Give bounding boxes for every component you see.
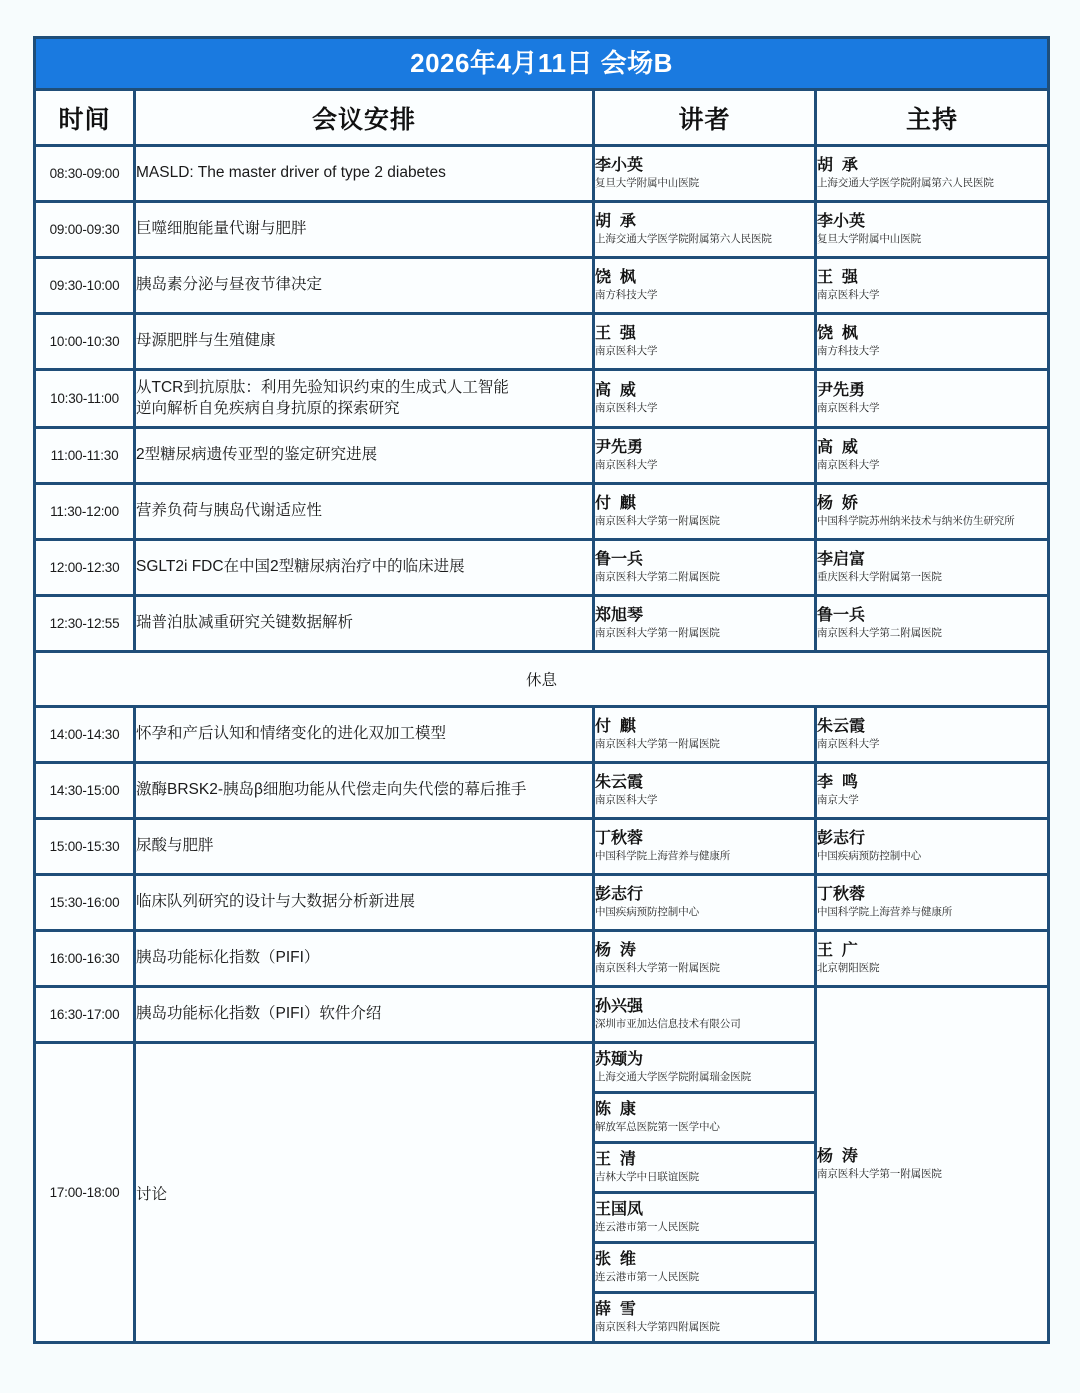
speaker-name: 鲁一兵 — [595, 551, 644, 569]
speaker-name: 朱云霞 — [595, 774, 644, 792]
session-cell — [135, 540, 594, 596]
host-name: 胡 承 — [817, 157, 858, 175]
session-title: 瑞普泊肽减重研究关键数据解析 — [136, 614, 354, 632]
speaker-name: 彭志行 — [595, 886, 644, 904]
host-org: 上海交通大学医学院附属第六人民医院 — [817, 176, 994, 189]
speaker-org: 南京医科大学 — [595, 344, 658, 357]
host-name: 丁秋蓉 — [817, 886, 866, 904]
speaker-name: 苏颋为 — [595, 1051, 644, 1069]
session-cell — [135, 596, 594, 652]
table-row — [35, 202, 1049, 258]
session-cell — [135, 707, 594, 763]
person-cell — [594, 370, 816, 428]
table-row — [35, 314, 1049, 370]
time-cell: 17:00-18:00 — [35, 1043, 135, 1343]
person-cell — [594, 146, 816, 202]
speaker-org: 南方科技大学 — [595, 288, 658, 301]
session-cell — [135, 258, 594, 314]
speaker-name: 胡 承 — [595, 213, 636, 231]
break-row — [35, 652, 1049, 707]
host-org: 南京大学 — [817, 793, 859, 806]
person-cell — [816, 484, 1049, 540]
host-org: 中国科学院上海营养与健康所 — [817, 905, 953, 918]
time-cell: 15:30-16:00 — [35, 875, 135, 931]
host-name: 饶 枫 — [817, 325, 858, 343]
time-cell: 11:30-12:00 — [35, 484, 135, 540]
table-row — [35, 596, 1049, 652]
table-row — [35, 707, 1049, 763]
time-cell: 11:00-11:30 — [35, 428, 135, 484]
session-title: 母源肥胖与生殖健康 — [136, 332, 276, 350]
host-name: 尹先勇 — [817, 382, 866, 400]
time-cell: 09:00-09:30 — [35, 202, 135, 258]
person-cell — [816, 931, 1049, 987]
session-title-line2: 逆向解析自免疾病自身抗原的探索研究 — [136, 399, 400, 417]
time-cell: 14:30-15:00 — [35, 763, 135, 819]
person-cell — [816, 819, 1049, 875]
break-label: 休息 — [526, 672, 558, 689]
session-cell — [135, 314, 594, 370]
table-row — [35, 370, 1049, 428]
person-cell — [594, 484, 816, 540]
speaker-name: 李小英 — [595, 157, 644, 175]
banner-title: 2026年4月11日 会场B — [410, 48, 673, 78]
speaker-org: 上海交通大学医学院附属第六人民医院 — [595, 232, 772, 245]
host-org: 南京医科大学 — [817, 458, 880, 471]
session-cell — [135, 819, 594, 875]
session-title: 临床队列研究的设计与大数据分析新进展 — [136, 893, 416, 911]
person-cell — [816, 875, 1049, 931]
session-title: 讨论 — [136, 1185, 168, 1203]
person-cell — [816, 540, 1049, 596]
speaker-name: 陈 康 — [595, 1101, 636, 1119]
speaker-org: 连云港市第一人民医院 — [595, 1220, 699, 1233]
column-header-session — [135, 90, 594, 146]
speaker-org: 南京医科大学 — [595, 793, 658, 806]
column-header-time-label: 时间 — [58, 105, 111, 134]
speaker-org: 上海交通大学医学院附属瑞金医院 — [595, 1070, 751, 1083]
session-cell — [135, 1043, 594, 1343]
host-org: 南京医科大学第二附属医院 — [817, 626, 942, 639]
speaker-name: 孙兴强 — [595, 998, 644, 1016]
host-org: 南京医科大学 — [817, 288, 880, 301]
speaker-org: 连云港市第一人民医院 — [595, 1270, 699, 1283]
session-cell — [135, 202, 594, 258]
session-title: 怀孕和产后认知和情绪变化的进化双加工模型 — [136, 725, 447, 743]
person-cell — [594, 1243, 816, 1293]
speaker-org: 深圳市亚加达信息技术有限公司 — [595, 1017, 741, 1030]
host-name: 鲁一兵 — [817, 607, 866, 625]
person-cell — [594, 1193, 816, 1243]
session-cell — [135, 484, 594, 540]
table-row — [35, 428, 1049, 484]
person-cell — [816, 428, 1049, 484]
speaker-name: 丁秋蓉 — [595, 830, 644, 848]
column-header-speaker-label: 讲者 — [678, 105, 731, 134]
person-cell — [816, 987, 1049, 1343]
speaker-org: 南京医科大学第四附属医院 — [595, 1320, 720, 1333]
agenda-root — [33, 36, 1047, 1344]
person-cell — [594, 763, 816, 819]
session-cell — [135, 146, 594, 202]
person-cell — [594, 314, 816, 370]
time-cell: 12:30-12:55 — [35, 596, 135, 652]
session-cell — [135, 875, 594, 931]
host-org: 重庆医科大学附属第一医院 — [817, 570, 942, 583]
speaker-org: 南京医科大学 — [595, 458, 658, 471]
table-row — [35, 258, 1049, 314]
host-org: 南京医科大学第一附属医院 — [817, 1167, 942, 1180]
person-cell — [816, 202, 1049, 258]
person-cell — [816, 707, 1049, 763]
session-title: MASLD: The master driver of type 2 diabetes — [136, 164, 446, 182]
session-title: 胰岛功能标化指数（PIFI） — [136, 949, 320, 967]
host-org: 中国科学院苏州纳米技术与纳米仿生研究所 — [817, 514, 1015, 527]
person-cell — [594, 875, 816, 931]
person-cell — [594, 540, 816, 596]
speaker-name: 杨 涛 — [595, 942, 636, 960]
session-title: 巨噬细胞能量代谢与肥胖 — [136, 220, 307, 238]
table-row — [35, 819, 1049, 875]
time-cell: 14:00-14:30 — [35, 707, 135, 763]
person-cell — [594, 819, 816, 875]
host-org: 南方科技大学 — [817, 344, 880, 357]
speaker-org: 南京医科大学第一附属医院 — [595, 737, 720, 750]
person-cell — [594, 1143, 816, 1193]
speaker-name: 王 强 — [595, 325, 636, 343]
person-cell — [594, 987, 816, 1043]
session-title: 激酶BRSK2-胰岛β细胞功能从代偿走向失代偿的幕后推手 — [136, 781, 527, 799]
table-row — [35, 987, 1049, 1043]
table-row — [35, 875, 1049, 931]
person-cell — [594, 1093, 816, 1143]
session-title: 胰岛素分泌与昼夜节律决定 — [136, 276, 323, 294]
person-cell — [816, 258, 1049, 314]
speaker-name: 张 维 — [595, 1251, 636, 1269]
banner-cell — [35, 38, 1049, 90]
column-header-session-label: 会议安排 — [311, 105, 416, 134]
speaker-org: 中国科学院上海营养与健康所 — [595, 849, 731, 862]
speaker-name: 饶 枫 — [595, 269, 636, 287]
time-cell: 10:00-10:30 — [35, 314, 135, 370]
table-row — [35, 931, 1049, 987]
person-cell — [594, 428, 816, 484]
host-name: 王 广 — [817, 942, 858, 960]
speaker-name: 付 麒 — [595, 718, 636, 736]
speaker-org: 南京医科大学第一附属医院 — [595, 961, 720, 974]
speaker-org: 复旦大学附属中山医院 — [595, 176, 699, 189]
time-cell: 12:00-12:30 — [35, 540, 135, 596]
banner-row — [35, 38, 1049, 90]
time-cell: 08:30-09:00 — [35, 146, 135, 202]
person-cell — [594, 931, 816, 987]
table-row — [35, 484, 1049, 540]
session-title: SGLT2i FDC在中国2型糖尿病治疗中的临床进展 — [136, 558, 465, 576]
host-name: 王 强 — [817, 269, 858, 287]
session-title: 从TCR到抗原肽：利用先验知识约束的生成式人工智能 — [136, 378, 509, 396]
time-cell: 09:30-10:00 — [35, 258, 135, 314]
person-cell — [816, 370, 1049, 428]
session-cell — [135, 428, 594, 484]
session-title: 胰岛功能标化指数（PIFI）软件介绍 — [136, 1005, 382, 1023]
column-header-host-label: 主持 — [906, 105, 959, 134]
speaker-org: 中国疾病预防控制中心 — [595, 905, 699, 918]
person-cell — [594, 202, 816, 258]
time-cell: 16:30-17:00 — [35, 987, 135, 1043]
host-name: 李小英 — [817, 213, 866, 231]
speaker-org: 南京医科大学第一附属医院 — [595, 514, 720, 527]
session-cell — [135, 931, 594, 987]
host-name: 朱云霞 — [817, 718, 866, 736]
person-cell — [594, 1293, 816, 1343]
time-cell: 10:30-11:00 — [35, 370, 135, 428]
host-name: 彭志行 — [817, 830, 866, 848]
column-header-row — [35, 90, 1049, 146]
host-name: 李 鸣 — [817, 774, 858, 792]
host-org: 北京朝阳医院 — [817, 961, 880, 974]
session-title: 2型糖尿病遗传亚型的鉴定研究进展 — [136, 446, 378, 464]
person-cell — [594, 707, 816, 763]
person-cell — [594, 596, 816, 652]
speaker-name: 王 清 — [595, 1151, 636, 1169]
speaker-name: 王国凤 — [595, 1201, 644, 1219]
host-name: 杨 娇 — [817, 495, 858, 513]
time-cell: 15:00-15:30 — [35, 819, 135, 875]
session-title: 尿酸与肥胖 — [136, 837, 214, 855]
speaker-name: 付 麒 — [595, 495, 636, 513]
column-header-host — [816, 90, 1049, 146]
column-header-speaker — [594, 90, 816, 146]
column-header-time — [35, 90, 135, 146]
speaker-name: 薛 雪 — [595, 1301, 636, 1319]
speaker-name: 郑旭琴 — [595, 607, 644, 625]
speaker-org: 吉林大学中日联谊医院 — [595, 1170, 699, 1183]
person-cell — [816, 763, 1049, 819]
host-org: 南京医科大学 — [817, 737, 880, 750]
speaker-name: 高 威 — [595, 382, 636, 400]
host-org: 中国疾病预防控制中心 — [817, 849, 921, 862]
speaker-org: 南京医科大学第一附属医院 — [595, 626, 720, 639]
table-row — [35, 146, 1049, 202]
session-title: 营养负荷与胰岛代谢适应性 — [136, 502, 323, 520]
speaker-name: 尹先勇 — [595, 439, 644, 457]
time-cell: 16:00-16:30 — [35, 931, 135, 987]
break-cell — [35, 652, 1049, 707]
person-cell — [816, 146, 1049, 202]
host-name: 杨 涛 — [817, 1148, 858, 1166]
session-cell — [135, 987, 594, 1043]
person-cell — [816, 314, 1049, 370]
session-cell — [135, 763, 594, 819]
person-cell — [594, 1043, 816, 1093]
speaker-org: 南京医科大学 — [595, 401, 658, 414]
table-row — [35, 540, 1049, 596]
host-name: 高 威 — [817, 439, 858, 457]
host-name: 李启富 — [817, 551, 866, 569]
person-cell — [594, 258, 816, 314]
host-org: 南京医科大学 — [817, 401, 880, 414]
agenda-table — [33, 36, 1050, 1344]
speaker-org: 解放军总医院第一医学中心 — [595, 1120, 720, 1133]
host-org: 复旦大学附属中山医院 — [817, 232, 921, 245]
person-cell — [816, 596, 1049, 652]
speaker-org: 南京医科大学第二附属医院 — [595, 570, 720, 583]
session-cell — [135, 370, 594, 428]
table-row — [35, 763, 1049, 819]
